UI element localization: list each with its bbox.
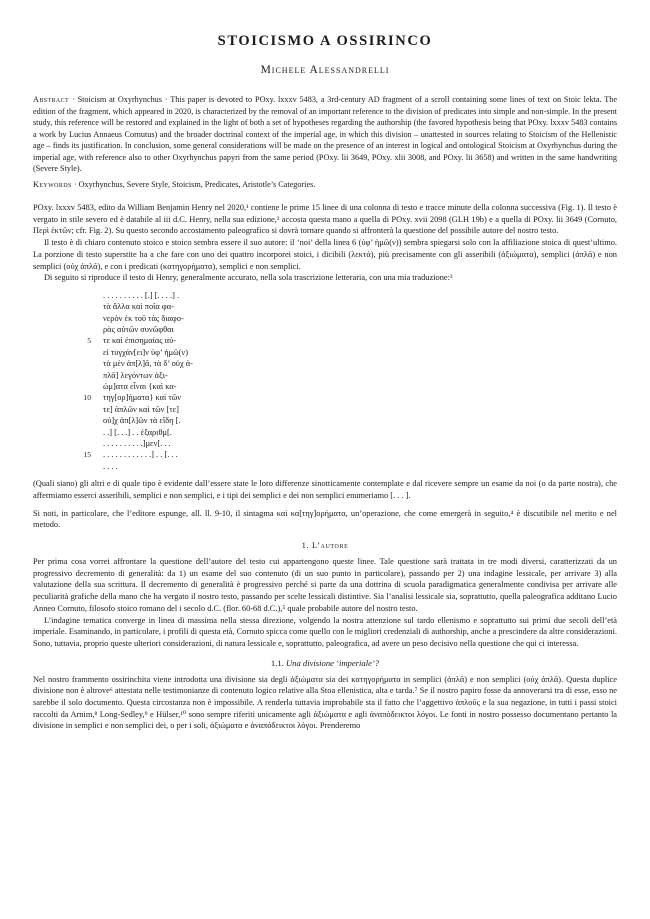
greek-line	[103, 461, 617, 472]
greek-line	[103, 290, 617, 301]
line-number: 15	[83, 450, 91, 460]
greek-line-text: νερὸν ἐκ τοῦ τὰς διαφο-	[103, 313, 184, 323]
greek-line-text: . . . . . . . . . . . .] . . [. . .	[103, 450, 178, 460]
greek-line-text: . . . . . . . . . .]μεν[. . .	[103, 439, 171, 448]
greek-line	[103, 438, 617, 449]
greek-line	[103, 324, 617, 335]
section-heading	[33, 540, 617, 550]
greek-line	[103, 301, 617, 312]
intro-paragraph-2: Il testo è di chiaro contenuto stoico e stoico sembra essere il suo autore: il ‘noi’ della linea 6 (ὑφ’ ἡμῶ(ν)) sembra spiegarsi solo con la affiliazione stoica di quest’ultimo. La porzione di testo superstite ha a che fare con uno dei quattro incorporei stoici, i dicibili (λεκτά), più precisamente con gli asseribili (ἀξιώματα), semplici (ἁπλᾶ) e non semplici (οὐχ ἁπλᾶ), e con i predicati (κατηγορήματα), semplici e non semplici.	[33, 238, 617, 271]
article-author: Michele Alessandrelli	[260, 64, 390, 76]
subsection-heading	[33, 658, 617, 668]
greek-line-text: οὐ]χ ἁπ[λ]ῶν τὰ εἴδη [.	[103, 416, 181, 426]
section-number: 1.	[301, 539, 310, 550]
greek-line	[103, 404, 617, 415]
translation-paragraph: (Quali siano) gli altri e di quale tipo è evidente dall’essere state le loro differenze sinotticamente contemplate e dal ricevere sempre un esame da noi (o da parte nostra), che affermiamo esserci asseribili, semplici e non semplici, e i tipi dei semplici e dei non semplici enumeriamo [. . . ].	[33, 479, 617, 500]
line-number: 5	[87, 336, 91, 346]
greek-line	[103, 381, 617, 392]
line-number: 10	[83, 393, 91, 403]
subsection-paragraph: Nel nostro frammento ossirinchita viene introdotta una divisione sia degli ἀξιώματα sia dei κατηγορήματα in semplici (ἁπλᾶ) e non semplici (οὐχ ἁπλᾶ). Questa duplice divisione non è altrove⁶ attestata nelle testimonianze di contenuto logico relative alla Stoa ellenistica, alta e tarda.⁷ Se il nostro papiro fosse da annoverarsi tra di esse, esso ne sarebbe il solo documento. Questa circostanza non è impossibile. A renderla tuttavia improbabile sta il fatto che l’aggettivo ἁπλοῦς e la sua negazione, in tutti i passi stoici raccolti da Arnim,⁸ Long-Sedley,⁹ e Hülser,¹⁰ sono sempre riferiti unicamente agli ἀξιώματα e agli ἀναπόδεικτοι λόγοι. Le fonti in nostro possesso documentano pertanto la divisione in semplici e non semplici dei, o per i soli, ἀξιώματα e ἀναπόδεικτοι λόγοι. Prenderemo	[33, 674, 617, 731]
abstract-text: · Stoicism at Oxyrhynchus · This paper is devoted to POxy. lxxxv 5483, a 3rd-century AD fragment of a scroll containing some lines of text on Stoic lekta. The edition of the fragment, which appeared in 2020, is characterized by the removal of an important reference to the division of predicates into simple and non-simple. In the present study, this reference will be restored and explained in the light of both a set of hypotheses regarding the authorship (the favored hypothesis being that POxy. lxxxv 5483 contains a work by Lucius Annaeus Cornutus) and the broader doctrinal context of the imperial age, in which this division – unattested in sources relating to Stoicism of the Hellenistic age – finds its justification. In conclusion, some general considerations will be made on the presence of an interest in logical and ontological Stoicism at Oxyrhynchus during the imperial age, with reference also to other Oxyrhynchus papyri from the same period (POxy. lii 3649, POxy. xlii 3008, and POxy. lii 3658) and written in the same handwriting (Severe Style).	[33, 95, 617, 173]
article-page	[33, 32, 617, 732]
keywords-label: Keywords	[33, 179, 72, 189]
greek-line-text: τε καὶ ἐπισημαίας αὐ-	[103, 336, 177, 346]
greek-line	[83, 449, 617, 460]
greek-line	[103, 415, 617, 426]
intro-section	[33, 202, 617, 284]
greek-line-text: εἰ τυγχάν[ει]ν ὑφ’ ἡμῶ(ν)	[103, 347, 188, 357]
section-paragraph-1: Per prima cosa vorrei affrontare la questione dell’autore del testo cui appartengono queste linee. Tale questione sarà trattata in tre modi diversi, caratterizzati da un progressivo decremento di generalità: da 1) un esame del suo contenuto (di un suo punto in particolare), passando per 2) una indagine lessicale, per arrivare 3) alla valutazione della sua scrittura. Il decremento di generalità è progressivo perché si parte da una dottrina di scuola paradigmatica generalmente condivisa per arrivare alle peculiarità grafiche della mano che ha vergato il nostro testo, passando per scelte lessicali distintive. Sia l’analisi lessicale sia, soprattutto, quella paleografica additano Lucio Anneo Cornuto, filosofo stoico romano del i secolo d.C. (flor. 60-68 d.C.),⁵ quale probabile autore del nostro testo.	[33, 556, 617, 613]
greek-line-text: ώμ]ατα εἶναι {καὶ κα-	[103, 382, 177, 392]
keywords	[33, 179, 617, 191]
greek-transcription	[83, 290, 617, 472]
greek-line	[103, 358, 617, 369]
keywords-text: · Oxyrhynchus, Severe Style, Stoicism, Predicates, Aristotle’s Categories.	[73, 179, 316, 189]
section-paragraph-2: L’indagine tematica converge in linea di massima nella stessa direzione, volgendo la nostra attenzione sul tardo ellenismo e soprattutto sui primi due secoli dell’età imperiale. Esaminando, in particolare, i profili di questa età, Cornuto spicca come quello con le migliori credenziali di authorship, anche a prescindere da altre considerazioni. Sono, tuttavia, proprio queste ulteriori considerazioni, di natura lessicale e, soprattutto, paleografica, ad avere un peso decisivo nella questione che qui ci interessa.	[33, 615, 617, 648]
greek-line	[103, 370, 617, 381]
greek-line-text: ρὰς αὐτῶν συνῶφθαι	[103, 325, 174, 335]
greek-line	[103, 313, 617, 324]
intro-paragraph-1: POxy. lxxxv 5483, edito da William Benjamin Henry nel 2020,¹ contiene le prime 15 linee di una colonna di testo e tracce minute della colonna successiva (Fig. 1). Il testo è vergato in stile severo ed è databile al iii d.C. Henry, nella sua edizione,² accosta questa mano a quella di POxy. xvii 2098 (GLH 19b) e a quella di POxy. lii 3649 (Cornuto, Περὶ ἑκτῶν; cfr. Fig. 2). Su questo secondo accostamento paleografico si dovrà tornare quando si affronterà la questione del possibile autore del nostro testo.	[33, 203, 617, 236]
greek-line-text: . .] [. . .] . . ἐξαριθμ[.	[103, 427, 172, 437]
greek-line-text: . . . .	[103, 461, 118, 471]
greek-line-text: . . . . . . . . . . [.] [. . . .] .	[103, 290, 180, 300]
intro-paragraph-3: Di seguito si riproduce il testo di Henry, generalmente accurato, nella sola trascrizione letteraria, con una mia traduzione:³	[44, 273, 453, 283]
greek-line-text: τηγ[ορ]ήματα} καὶ τῶν	[103, 393, 182, 403]
section-title: L’autore	[312, 539, 349, 550]
greek-line	[83, 392, 617, 403]
subsection-title: Una divisione ‘imperiale’?	[285, 657, 380, 668]
greek-line	[87, 335, 617, 346]
greek-line	[103, 427, 617, 438]
greek-line-text: τὰ ἄλλα καὶ ποῖα φα-	[103, 302, 174, 312]
greek-line-text: τε] ἁπλῶν καὶ τῶν [τε]	[103, 404, 179, 414]
subsection-number: 1.1.	[270, 657, 284, 668]
abstract-label: Abstract	[33, 95, 70, 104]
note-paragraph: Si noti, in particolare, che l’editore espunge, all. ll. 9-10, il sintagma καὶ κα[τηγ]ορήματα, un’operazione, che come emergerà in seguito,⁴ è discutibile nel merito e nel metodo.	[33, 508, 617, 530]
greek-line	[103, 347, 617, 358]
greek-line-text: πλᾶ] λεγόντων ἀξι-	[103, 370, 168, 380]
abstract	[33, 94, 617, 175]
greek-line-text: τὰ μὲν ἀπ[λ]ᾶ, τὰ δ’ οὐχ ἁ-	[103, 359, 193, 369]
article-title: STOICISMO A OSSIRINCO	[217, 33, 433, 49]
